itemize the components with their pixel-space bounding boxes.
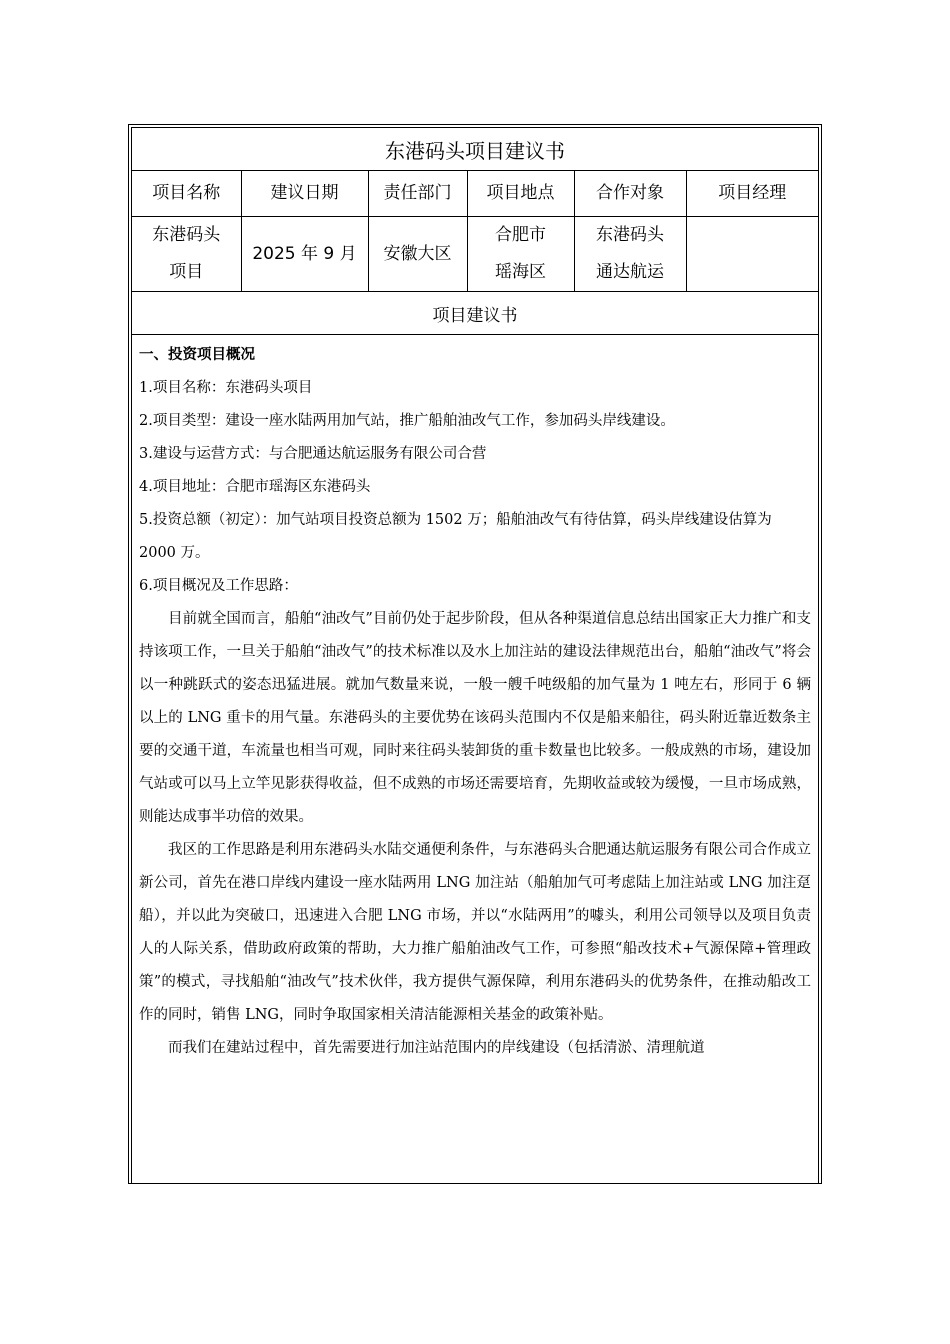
header-proposal-date: 建议日期 (241, 171, 368, 217)
proposal-body (132, 335, 818, 1065)
section-heading: 一、投资项目概况 (139, 347, 255, 363)
document-title: 东港码头项目建议书 (132, 128, 818, 171)
value-location-line2: 瑶海区 (495, 262, 546, 282)
list-item: 6.项目概况及工作思路： (139, 578, 298, 594)
list-item: 4.项目地址：合肥市瑶海区东港码头 (139, 479, 371, 495)
list-item: 5.投资总额（初定）：加气站项目投资总额为 1502 万；船舶油改气有待估算，码头岸线建设估算为 2000 万。 (139, 512, 772, 561)
list-item: 2.项目类型：建设一座水陆两用加气站，推广船舶油改气工作，参加码头岸线建设。 (139, 413, 675, 429)
header-department: 责任部门 (368, 171, 467, 217)
value-project-name-line2: 项目 (169, 262, 204, 282)
value-project-name-line1: 东港码头 (152, 225, 221, 245)
value-location-line1: 合肥市 (495, 225, 546, 245)
project-info-table (132, 171, 818, 292)
header-location: 项目地点 (467, 171, 574, 217)
paragraph: 而我们在建站过程中，首先需要进行加注站范围内的岸线建设（包括清淤、清理航道 (168, 1040, 705, 1056)
header-manager: 项目经理 (686, 171, 818, 217)
table-header-row (132, 171, 818, 217)
value-department (368, 217, 467, 292)
paragraph: 目前就全国而言，船舶“油改气”目前仍处于起步阶段，但从各种渠道信息总结出国家正大力推广和支持该项工作，一旦关于船舶“油改气”的技术标准以及水上加注站的建设法律规范出台，船舶“油改气”将会以一种跳跃式的姿态迅猛进展。就加气数量来说，一般一艘千吨级船的加气量为 1 吨左右，形同于 6 辆以上的 LNG 重卡的用气量。东港码头的主要优势在该码头范围内不仅是船来船往，码头附近靠近数条主要的交通干道，车流量也相当可观，同时来往码头装卸货的重卡数量也比较多。一般成熟的市场，建设加气站或可以马上立竿见影获得收益，但不成熟的市场还需要培育，先期收益或较为缓慢，一旦市场成熟，则能达成事半功倍的效果。 (139, 611, 811, 825)
table-value-row (132, 217, 818, 292)
list-item: 3.建设与运营方式：与合肥通达航运服务有限公司合营 (139, 446, 487, 462)
value-proposal-date (241, 217, 368, 292)
document-frame (128, 124, 822, 1184)
paragraph: 我区的工作思路是利用东港码头水陆交通便利条件，与东港码头合肥通达航运服务有限公司合作成立新公司，首先在港口岸线内建设一座水陆两用 LNG 加注站（船舶加气可考虑陆上加注站或 LNG 加注趸船），并以此为突破口，迅速进入合肥 LNG 市场，并以“水陆两用”的噱头，利用公司领导以及项目负责人的人际关系，借助政府政策的帮助，大力推广船舶油改气工作，可参照“船改技术+气源保障+管理政策”的模式，寻找船舶“油改气”技术伙伴，我方提供气源保障，利用东港码头的优势条件，在推动船改工作的同时，销售 LNG，同时争取国家相关清洁能源相关基金的政策补贴。 (139, 842, 811, 1023)
header-project-name: 项目名称 (132, 171, 241, 217)
value-partner-line1: 东港码头 (596, 225, 664, 245)
value-partner (574, 217, 686, 292)
value-manager (686, 217, 818, 292)
value-proposal-date-text: 2025 年 9 月 (252, 243, 357, 264)
header-partner: 合作对象 (574, 171, 686, 217)
value-partner-line2: 通达航运 (596, 262, 664, 282)
value-location (467, 217, 574, 292)
section-subtitle: 项目建议书 (132, 292, 818, 335)
value-project-name (132, 217, 241, 292)
value-department-text: 安徽大区 (383, 243, 452, 264)
list-item: 1.项目名称：东港码头项目 (139, 380, 313, 396)
document-inner-border (131, 127, 819, 1184)
